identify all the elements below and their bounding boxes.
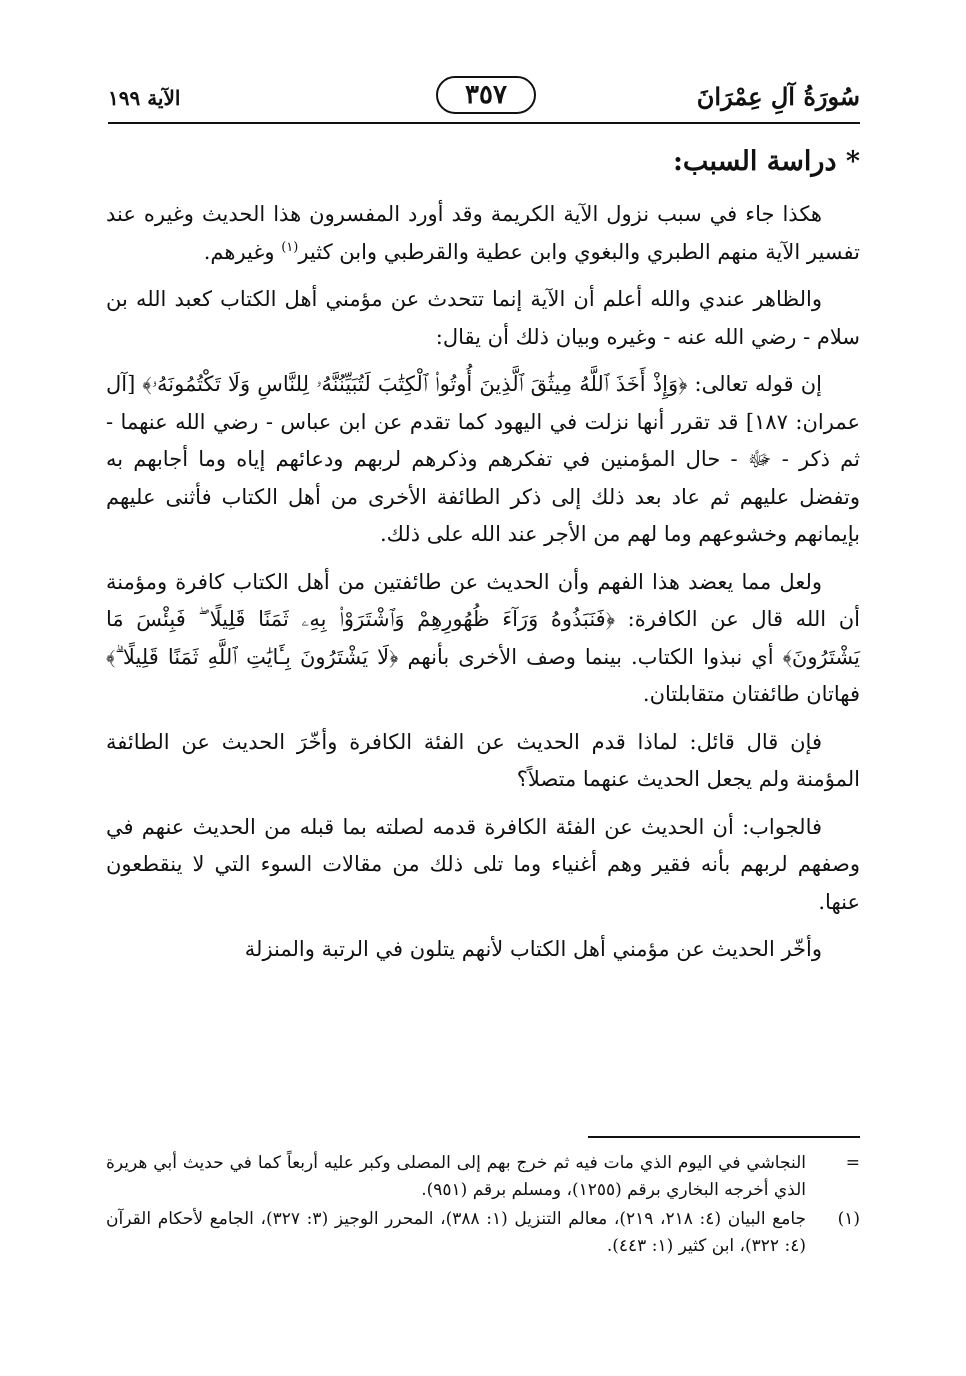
footnote-mark: = [845, 1153, 860, 1173]
ayah-label: الآية ١٩٩ [108, 86, 181, 110]
footnote [106, 1206, 860, 1260]
paragraph-tail: وغيرهم. [203, 239, 282, 264]
footnote-ref: (١) [281, 239, 299, 255]
section-title: * دراسة السبب: [672, 146, 860, 177]
surah-name: سُورَةُ آلِ عِمْرَانَ [696, 82, 860, 111]
footnote-mark: (١) [837, 1209, 860, 1229]
page-number-badge: ٣٥٧ [436, 76, 536, 114]
footnote-divider [588, 1136, 860, 1138]
paragraph: إن قوله تعالى: ﴿وَإِذْ أَخَذَ ٱللَّهُ مِيثَٰقَ ٱلَّذِينَ أُوتُوا۟ ٱلْكِتَٰبَ لَتُبَيِّنُنَّهُۥ لِلنَّاسِ وَلَا تَكْتُمُونَهُۥ﴾ [آل عمران: ١٨٧] قد تقرر أنها نزلت في اليهود كما تقدم عن ابن عباس - رضي الله عنهما - ثم ذكر - ﷻ - حال المؤمنين في تفكرهم وذكرهم لربهم ودعائهم إياه وما أجابهم به وتفضل عليهم ثم عاد بعد ذلك إلى ذكر الطائفة الأخرى من أهل الكتاب فأثنى عليهم بإيمانهم وخشوعهم وما لهم من الأجر عند الله على ذلك. [106, 372, 861, 546]
page-header [108, 72, 860, 122]
paragraph: فالجواب: أن الحديث عن الفئة الكافرة قدمه لصلته بما قبله من الحديث عنهم في وصفهم لربهم بأنه فقير وهم أغنياء وما تلى ذلك من مقالات السوء التي لا ينقطعون عنها. [106, 814, 860, 914]
paragraph: وأخّر الحديث عن مؤمني أهل الكتاب لأنهم يتلون في الرتبة والمنزلة [244, 937, 822, 961]
footnote [106, 1150, 860, 1204]
main-text [106, 196, 860, 979]
paragraph [106, 196, 860, 271]
footnote-text: جامع البيان (٤: ٢١٨، ٢١٩)، معالم التنزيل (١: ٣٨٨)، المحرر الوجيز (٣: ٣٢٧)، الجامع لأحكام القرآن (٤: ٣٢٢)، ابن كثير (١: ٤٤٣). [106, 1209, 807, 1256]
paragraph: فإن قال قائل: لماذا قدم الحديث عن الفئة الكافرة وأخّرَ الحديث عن الطائفة المؤمنة ولم يجعل الحديث عنهما متصلاً؟ [106, 729, 860, 791]
header-divider [108, 122, 860, 124]
paragraph: ولعل مما يعضد هذا الفهم وأن الحديث عن طائفتين من أهل الكتاب كافرة ومؤمنة أن الله قال عن الكافرة: ﴿فَنَبَذُوهُ وَرَآءَ ظُهُورِهِمْ وَٱشْتَرَوْا۟ بِهِۦ ثَمَنًا قَلِيلًا ۖ فَبِئْسَ مَا يَشْتَرُونَ﴾ أي نبذوا الكتاب. بينما وصف الأخرى بأنهم ﴿لَا يَشْتَرُونَ بِـَٔايَٰتِ ٱللَّهِ ثَمَنًا قَلِيلًا ۗ﴾ فهاتان طائفتان متقابلتان. [106, 569, 860, 706]
paragraph: والظاهر عندي والله أعلم أن الآية إنما تتحدث عن مؤمني أهل الكتاب كعبد الله بن سلام - رضي الله عنه - وغيره وبيان ذلك أن يقال: [106, 287, 860, 349]
footnotes [106, 1150, 860, 1262]
paragraph-text: هكذا جاء في سبب نزول الآية الكريمة وقد أورد المفسرون هذا الحديث وغيره عند تفسير الآية منهم الطبري والبغوي وابن عطية والقرطبي وابن كثير [106, 202, 860, 264]
footnote-text: النجاشي في اليوم الذي مات فيه ثم خرج بهم إلى المصلى وكبر عليه أربعاً كما في حديث أبي هريرة الذي أخرجه البخاري برقم (١٢٥٥)، ومسلم برقم (٩٥١). [106, 1153, 806, 1200]
